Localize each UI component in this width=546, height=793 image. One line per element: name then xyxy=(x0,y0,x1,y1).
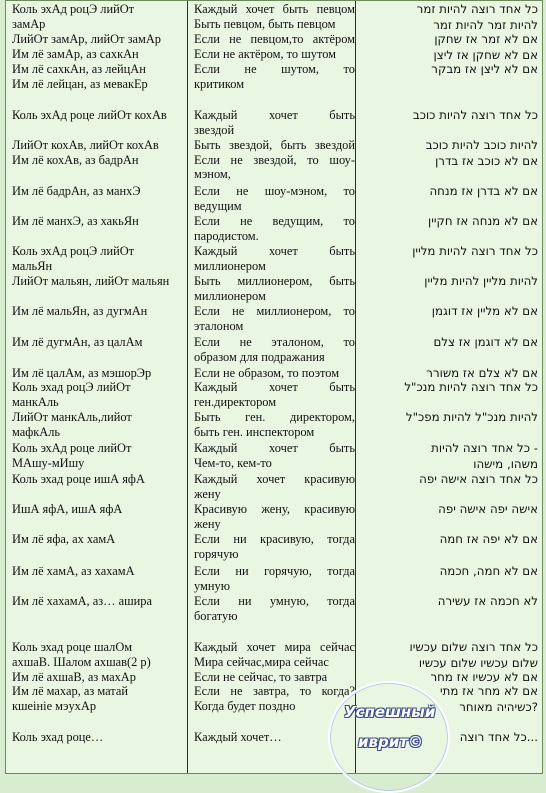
hebrew-cell xyxy=(362,137,538,169)
transliteration-cell-line: Им лё дугмАн, аз цалАм xyxy=(12,335,143,349)
hebrew-cell xyxy=(362,107,538,123)
russian-cell xyxy=(194,684,355,713)
watermark-line-1: Успешный xyxy=(344,703,436,721)
transliteration-cell-line: Коль эхАд роцЭ лийОт xyxy=(12,2,135,16)
hebrew-cell xyxy=(362,639,538,671)
transliteration-cell xyxy=(12,62,188,91)
russian-cell-line: горячую xyxy=(194,546,239,561)
russian-cell xyxy=(194,410,355,439)
russian-cell-line: Если ни горячую, тогда xyxy=(194,564,355,578)
column-divider xyxy=(355,1,356,773)
hebrew-cell-line: אם לא מחר אז מתי xyxy=(439,684,538,698)
russian-cell-line: Каждый хочет быть xyxy=(194,441,355,455)
russian-cell xyxy=(194,670,355,685)
russian-cell-line: Быть миллионером, быть xyxy=(194,274,355,288)
russian-cell-line: Каждый хочет быть певцом xyxy=(194,2,355,16)
transliteration-cell xyxy=(12,441,188,470)
transliteration-cell-line: Им лё бадрАн, аз манхЭ xyxy=(12,184,141,198)
russian-cell-line: Если не шоу-мэном, то xyxy=(194,184,355,198)
russian-cell xyxy=(194,564,355,593)
transliteration-cell-line: Им лё лейцан, аз мевакЕр xyxy=(12,76,148,91)
transliteration-cell xyxy=(12,32,188,61)
russian-cell xyxy=(194,380,355,409)
russian-cell xyxy=(194,214,355,243)
transliteration-cell-line: ЛийОт манкАль,лийот xyxy=(12,410,132,424)
hebrew-cell xyxy=(362,213,538,229)
transliteration-cell-line: Коль эхад роце… xyxy=(12,730,104,744)
transliteration-cell xyxy=(12,472,188,487)
russian-cell-line: Если ни красивую, тогда xyxy=(194,532,355,546)
transliteration-cell xyxy=(12,640,188,669)
hebrew-cell xyxy=(362,31,538,63)
russian-cell-line: Если не миллионером, то xyxy=(194,304,355,318)
russian-cell xyxy=(194,32,355,61)
transliteration-cell xyxy=(12,684,188,713)
hebrew-cell-line: שלום עכשיו שלום עכשיו xyxy=(418,656,538,670)
transliteration-cell-line: МАшу-мИшу xyxy=(12,455,85,470)
russian-cell-line: Быть певцом, быть певцом xyxy=(194,16,336,31)
hebrew-cell xyxy=(362,379,538,395)
russian-cell-line: Если не звездой, то шоу- xyxy=(194,152,355,167)
hebrew-cell xyxy=(362,334,538,350)
transliteration-cell xyxy=(12,184,188,199)
russian-cell xyxy=(194,108,355,137)
russian-cell-line: Мира сейчас,мира сейчас xyxy=(194,654,329,669)
transliteration-cell-line: замАр xyxy=(12,16,46,31)
hebrew-cell-line: משהו, מישהו xyxy=(473,457,538,471)
russian-cell-line: Если не образом, то поэтом xyxy=(194,366,340,380)
hebrew-cell xyxy=(362,593,538,609)
hebrew-cell-line: אם לא יפה אז חמה xyxy=(439,532,538,546)
transliteration-cell xyxy=(12,274,188,289)
transliteration-cell xyxy=(12,366,188,381)
transliteration-cell-line: мафкАль xyxy=(12,424,61,439)
russian-cell-line: Каждый хочет мира сейчас xyxy=(194,640,355,654)
hebrew-cell xyxy=(362,183,538,199)
transliteration-cell xyxy=(12,335,188,350)
transliteration-cell-line: Им лё хамА, аз хахамА xyxy=(12,564,135,578)
hebrew-cell-line: להיות כוכב להיות כוכב xyxy=(425,138,538,152)
hebrew-cell-line: אם לא ליצן אז מבקר xyxy=(431,62,538,76)
hebrew-cell-line: אם לא מליין אז דוגמן xyxy=(431,304,538,318)
russian-cell-line: Если не шутом, то xyxy=(194,62,355,76)
russian-cell-line: эталоном xyxy=(194,318,244,333)
watermark-stamp xyxy=(328,681,450,793)
lyrics-table xyxy=(5,0,543,774)
transliteration-cell-line: Им лё замАр, аз сахкАн xyxy=(12,46,139,61)
hebrew-cell-line: כל אחד רוצה שלום עכשיו xyxy=(409,640,538,654)
russian-cell-line: пародистом. xyxy=(194,228,259,243)
russian-cell-line: ген.директором xyxy=(194,394,277,409)
hebrew-cell-line: אם לא שחקן אז ליצן xyxy=(433,48,538,62)
russian-cell-line: Если ни умную, тогда xyxy=(194,594,355,608)
hebrew-cell-line: כל אחד רוצה להיות זמר xyxy=(416,2,538,16)
russian-cell-line: Каждый хочет быть xyxy=(194,108,355,122)
transliteration-cell-line: Им лё махар, аз матай xyxy=(12,684,128,698)
russian-cell-line: звездой xyxy=(194,122,235,137)
hebrew-cell-line: אם לא זמר אז שחקן xyxy=(434,32,538,46)
russian-cell xyxy=(194,335,355,364)
transliteration-cell xyxy=(12,138,188,167)
transliteration-cell xyxy=(12,304,188,319)
hebrew-cell xyxy=(362,303,538,319)
russian-cell-line: Быть ген. директором, xyxy=(194,410,355,424)
transliteration-cell xyxy=(12,380,188,409)
transliteration-cell-line: ИшА яфА, ишА яфА xyxy=(12,502,123,516)
transliteration-cell-line: ахшаВ. Шалом ахшав(2 р) xyxy=(12,654,151,669)
transliteration-cell xyxy=(12,564,188,579)
transliteration-cell xyxy=(12,532,188,547)
russian-cell-line: ведущим xyxy=(194,198,242,213)
transliteration-cell xyxy=(12,244,188,273)
russian-cell-line: Красивую жену, красивую xyxy=(194,502,355,516)
transliteration-cell xyxy=(12,730,188,745)
transliteration-cell-line: Им лё манхЭ, аз хакьЯн xyxy=(12,214,139,228)
russian-cell-line: богатую xyxy=(194,608,238,623)
russian-cell xyxy=(194,244,355,273)
hebrew-cell xyxy=(362,501,538,517)
hebrew-cell-line: - כל אחד רוצה להיות xyxy=(431,441,538,455)
hebrew-cell-line: כל אחד רוצה להיות מליין xyxy=(412,244,538,258)
hebrew-cell xyxy=(362,440,538,472)
transliteration-cell-line: Им лё ахшаВ, аз махАр xyxy=(12,670,136,684)
transliteration-cell-line: Им лё сахкАн, аз лейцАн xyxy=(12,62,146,76)
russian-cell xyxy=(194,532,355,561)
hebrew-cell xyxy=(362,61,538,77)
russian-cell xyxy=(194,274,355,303)
hebrew-cell-line: ?כשיהיה מאוחר xyxy=(459,700,538,714)
watermark-line-2: иврит© xyxy=(358,733,423,751)
russian-cell-line: Если не актёром, то шутом xyxy=(194,46,337,61)
russian-cell-line: Если не певцом,то актёром xyxy=(194,32,355,46)
russian-cell xyxy=(194,304,355,333)
transliteration-cell xyxy=(12,670,188,685)
russian-cell-line: жену xyxy=(194,486,221,501)
transliteration-cell-line: Им лё цалАм, аз мэшорЭр xyxy=(12,366,152,380)
russian-cell-line: Каждый хочет… xyxy=(194,730,282,744)
russian-cell-line: образом для подражания xyxy=(194,349,325,364)
russian-cell-line: критиком xyxy=(194,76,245,91)
hebrew-cell xyxy=(362,471,538,487)
russian-cell xyxy=(194,502,355,531)
russian-cell xyxy=(194,472,355,501)
russian-cell-line: Если не эталоном, то xyxy=(194,335,355,349)
russian-cell-line: Если не ведущим, то xyxy=(194,214,355,228)
hebrew-cell-line: להיות מליין להיות מליין xyxy=(424,274,538,288)
transliteration-cell-line: ЛийОт мальян, лийОт мальян xyxy=(12,274,170,288)
transliteration-cell-line: манкАль xyxy=(12,394,59,409)
hebrew-cell-line: אישה יפה אישה יפה xyxy=(438,502,538,516)
transliteration-cell-line: кшеiнiе мэухАр xyxy=(12,698,97,713)
hebrew-cell-line: כל אחד רוצה להיות כוכב xyxy=(412,108,538,122)
russian-cell-line: миллионером xyxy=(194,288,266,303)
hebrew-cell-line: כל אחד רוצה אישה יפה xyxy=(419,472,538,486)
transliteration-cell-line: Коль эхАд роце лийОт кохАв xyxy=(12,108,167,122)
russian-cell xyxy=(194,2,355,31)
russian-cell xyxy=(194,366,355,381)
russian-cell-line: миллионером xyxy=(194,258,266,273)
russian-cell-line: мэном, xyxy=(194,167,231,181)
transliteration-cell-line: Коль эхАд роцЭ лийОт xyxy=(12,244,135,258)
russian-cell-line: Если не сейчас, то завтра xyxy=(194,670,328,684)
transliteration-cell-line: Коль эхад роце шалОм xyxy=(12,640,133,654)
russian-cell xyxy=(194,441,355,470)
hebrew-cell-line: אם לא דוגמן אז צלם xyxy=(433,335,538,349)
hebrew-cell-line: אם לא כוכב אז בדרן xyxy=(435,154,538,168)
transliteration-cell-line: мальЯн xyxy=(12,258,53,273)
russian-cell xyxy=(194,594,355,623)
hebrew-cell xyxy=(362,243,538,259)
russian-cell-line: Каждый хочет быть xyxy=(194,380,355,394)
hebrew-cell-line: להיות מנכ"ל להיות מפכ"ל xyxy=(405,410,538,424)
transliteration-cell-line: Им лё хахамА, аз… ашира xyxy=(12,594,152,608)
hebrew-cell xyxy=(362,1,538,33)
transliteration-cell xyxy=(12,502,188,517)
russian-cell-line: Если не завтра, то когда? xyxy=(194,684,355,698)
hebrew-cell-line: להיות זמר להיות זמר xyxy=(433,18,538,32)
russian-cell xyxy=(194,138,355,182)
transliteration-cell-line: Коль эхад роце ишА яфА xyxy=(12,472,145,486)
hebrew-cell-line: אם לא עכשיו אז מחר xyxy=(430,670,538,684)
russian-cell-line: умную xyxy=(194,578,230,593)
hebrew-cell-line: אם לא חמה, חכמה xyxy=(439,564,538,578)
transliteration-cell-line: Коль эхад роцЭ лийОт xyxy=(12,380,131,394)
hebrew-cell-line: ...כל אחד רוצה xyxy=(459,730,538,744)
russian-cell-line: жену xyxy=(194,516,221,531)
russian-cell xyxy=(194,640,355,669)
russian-cell-line: Когда будет поздно xyxy=(194,698,296,713)
hebrew-cell-line: אם לא בדרן אז מנחה xyxy=(429,184,538,198)
russian-cell xyxy=(194,62,355,91)
transliteration-cell-line: ЛийОт кохАв, лийОт кохАв xyxy=(12,138,159,152)
transliteration-cell-line: Коль эхАд роце лийОт xyxy=(12,441,132,455)
hebrew-cell-line: אם לא צלם אז משורר xyxy=(426,366,538,380)
hebrew-cell-line: אם לא מנחה אז חקיין xyxy=(428,214,538,228)
russian-cell-line: Быть звездой, быть звездой xyxy=(194,138,355,152)
hebrew-cell xyxy=(362,409,538,425)
hebrew-cell-line: כל אחד רוצה להיות מנכ"ל xyxy=(404,380,538,394)
russian-cell-line: Каждый хочет красивую xyxy=(194,472,355,486)
transliteration-cell xyxy=(12,410,188,439)
transliteration-cell xyxy=(12,108,188,123)
transliteration-cell-line: Им лё мальЯн, аз дугмАн xyxy=(12,304,148,318)
russian-cell-line: Чем-то, кем-то xyxy=(194,455,272,470)
russian-cell-line: Каждый хочет быть xyxy=(194,244,355,258)
transliteration-cell xyxy=(12,214,188,229)
hebrew-cell-line: לא חכמה אז עשירה xyxy=(437,594,538,608)
transliteration-cell-line: Им лё кохАв, аз бадрАн xyxy=(12,152,139,167)
russian-cell-line: быть ген. инспектором xyxy=(194,424,315,439)
hebrew-cell xyxy=(362,563,538,579)
transliteration-cell xyxy=(12,2,188,31)
transliteration-cell-line: Им лё яфа, ах хамА xyxy=(12,532,116,546)
russian-cell xyxy=(194,184,355,213)
hebrew-cell xyxy=(362,273,538,289)
hebrew-cell xyxy=(362,531,538,547)
transliteration-cell xyxy=(12,594,188,609)
transliteration-cell-line: ЛийОт замАр, лийОт замАр xyxy=(12,32,161,46)
